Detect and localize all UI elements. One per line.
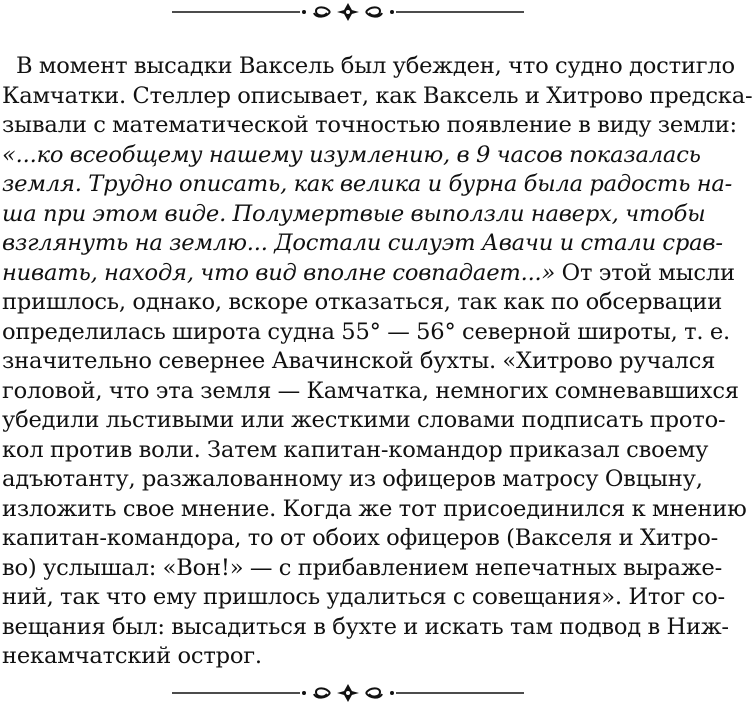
text-segment: кол против воли. Затем капитан-командор приказал своему [2,436,709,463]
text-segment: изложить свое мнение. Когда же тот присоединился к мнению [2,495,747,522]
quote-segment: взглянуть на землю... Достали силуэт Авачи и стали срав- [2,230,723,256]
text-segment: адъютанту, разжалованному из офицеров матросу Овцыну, [2,466,703,492]
text-line [2,377,739,407]
text-line [2,347,716,377]
text-segment: определилась широта судна 55° — 56° северной широты, т. е. [2,318,731,345]
text-line [2,583,725,613]
text-line [2,288,723,318]
text-line [2,406,726,436]
body-paragraph [2,52,752,672]
text-line [2,52,735,82]
quote-segment: нивать, находя, что вид вполне совпадает...» [2,259,556,286]
text-segment: В момент высадки Ваксель был убежден, что судно достигло [16,53,735,79]
text-line [2,495,747,525]
text-segment: Камчатки. Стеллер описывает, как Ваксель и Хитрово предска- [2,82,752,109]
text-segment: капитан-командора, то от обоих офицеров (Вакселя и Хитро- [2,525,719,551]
text-line [2,82,752,112]
text-line [2,141,701,171]
text-line [2,436,709,466]
bottom-ornament-divider [0,681,696,705]
text-line [2,259,735,289]
text-segment: вещания был: высадиться в бухте и искать там подвод в Ниж- [2,613,729,640]
quote-segment: земля. Трудно описать, как велика и бурна была радость на- [2,171,733,197]
text-segment: От этой мысли [555,259,735,286]
text-segment: пришлось, однако, вскоре отказаться, так как по обсервации [2,289,723,315]
text-segment: зывали с математической точностью появление в виду земли: [2,112,737,138]
text-line [2,524,719,554]
text-line [2,613,729,643]
top-ornament-divider [0,0,696,24]
text-segment: значительно севернее Авачинской бухты. «Хитрово ручался [2,348,716,374]
text-line [2,318,731,348]
text-line [2,200,706,230]
text-segment: убедили льстивыми или жесткими словами подписать прото- [2,407,726,433]
text-segment: во) услышал: «Вон!» — с прибавлением непечатных выраже- [2,554,723,581]
text-line [2,465,703,495]
text-segment: ний, так что ему пришлось удалиться с совещания». Итог со- [2,584,725,610]
text-line [2,642,694,672]
text-segment: некамчатский острог. [2,643,262,669]
text-segment: головой, что эта земля — Камчатка, немногих сомневавшихся [2,377,739,404]
text-line [2,111,737,141]
text-line [2,170,733,200]
quote-segment: ша при этом виде. Полумертвые выползли наверх, чтобы [2,200,706,227]
text-line [2,229,723,259]
text-line [2,554,723,584]
quote-segment: «...ко всеобщему нашему изумлению, в 9 часов показалась [2,141,701,168]
